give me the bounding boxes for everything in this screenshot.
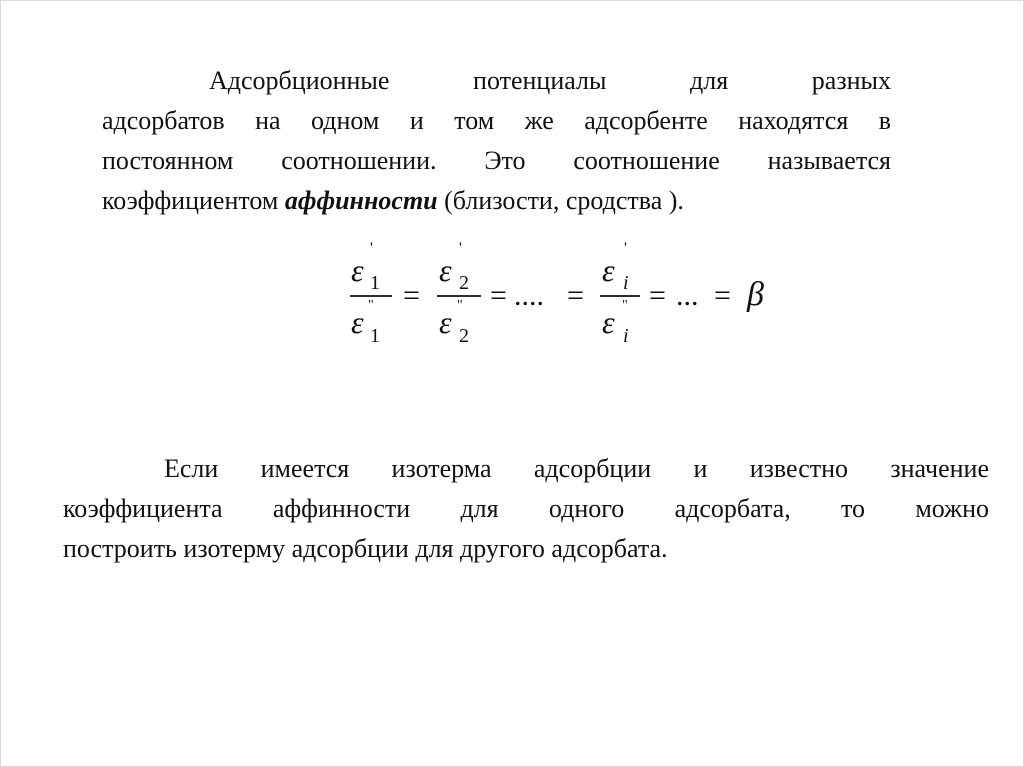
fractioni-numerator-prime: ': [624, 240, 627, 257]
paragraph2-line2: коэффициента аффинности для одного адсорбата, то можно: [63, 494, 989, 523]
paragraph1-line1: Адсорбционные потенциалы для разных: [209, 66, 891, 95]
fraction2-numerator-epsilon: ε: [439, 252, 452, 288]
affinity-term: аффинности: [284, 186, 438, 215]
fractioni-denominator-epsilon: ε: [602, 304, 615, 340]
equals-sign-4: =: [649, 279, 666, 312]
paragraph1-line4: [102, 181, 891, 221]
fraction2-denominator-epsilon: ε: [439, 304, 452, 340]
fraction1-denominator-epsilon: ε: [351, 304, 364, 340]
paragraph1-line3: постоянном соотношении. Это соотношение называется: [102, 146, 891, 175]
fraction1-denominator-prime: ": [368, 298, 374, 313]
fractioni-numerator-epsilon: ε: [602, 252, 615, 288]
fraction2-denominator-prime: ": [457, 298, 463, 313]
fraction1-numerator-epsilon: ε: [351, 252, 364, 288]
beta-symbol: β: [747, 276, 764, 313]
paragraph2-line3: построить изотерму адсорбции для другого адсорбата.: [63, 534, 668, 563]
fraction1-numerator-sub: 1: [370, 272, 380, 294]
equals-sign-5: =: [714, 279, 731, 312]
formula-svg: [346, 239, 796, 351]
paragraph-affinity-definition: [102, 61, 891, 221]
paragraph1-line2: адсорбатов на одном и том же адсорбенте находятся в: [102, 106, 891, 135]
fraction2-denominator-sub: 2: [459, 325, 469, 347]
fraction-i: [600, 240, 640, 347]
equals-sign-3: =: [567, 279, 584, 312]
fraction2-numerator-prime: ': [459, 240, 462, 257]
fraction-1: [350, 240, 392, 347]
paragraph1-line4-after: (близости, сродства ).: [437, 186, 684, 215]
fractioni-denominator-prime: ": [622, 298, 628, 313]
fraction1-numerator-prime: ': [370, 240, 373, 257]
fractioni-numerator-sub: i: [623, 272, 629, 294]
paragraph2-line1: Если имеется изотерма адсорбции и известно значение: [164, 454, 989, 483]
equals-sign-2: =: [490, 279, 507, 312]
ellipsis-1: ....: [514, 279, 544, 312]
fraction-2: [437, 240, 481, 347]
ellipsis-2: ...: [676, 279, 699, 312]
fraction2-numerator-sub: 2: [459, 272, 469, 294]
affinity-coefficient-formula: [346, 239, 796, 351]
paragraph1-line4-before: коэффициентом: [102, 186, 285, 215]
fraction1-denominator-sub: 1: [370, 325, 380, 347]
equals-sign-1: =: [403, 279, 420, 312]
fractioni-denominator-sub: i: [623, 325, 629, 347]
paragraph-isotherm-construction: [63, 449, 989, 569]
